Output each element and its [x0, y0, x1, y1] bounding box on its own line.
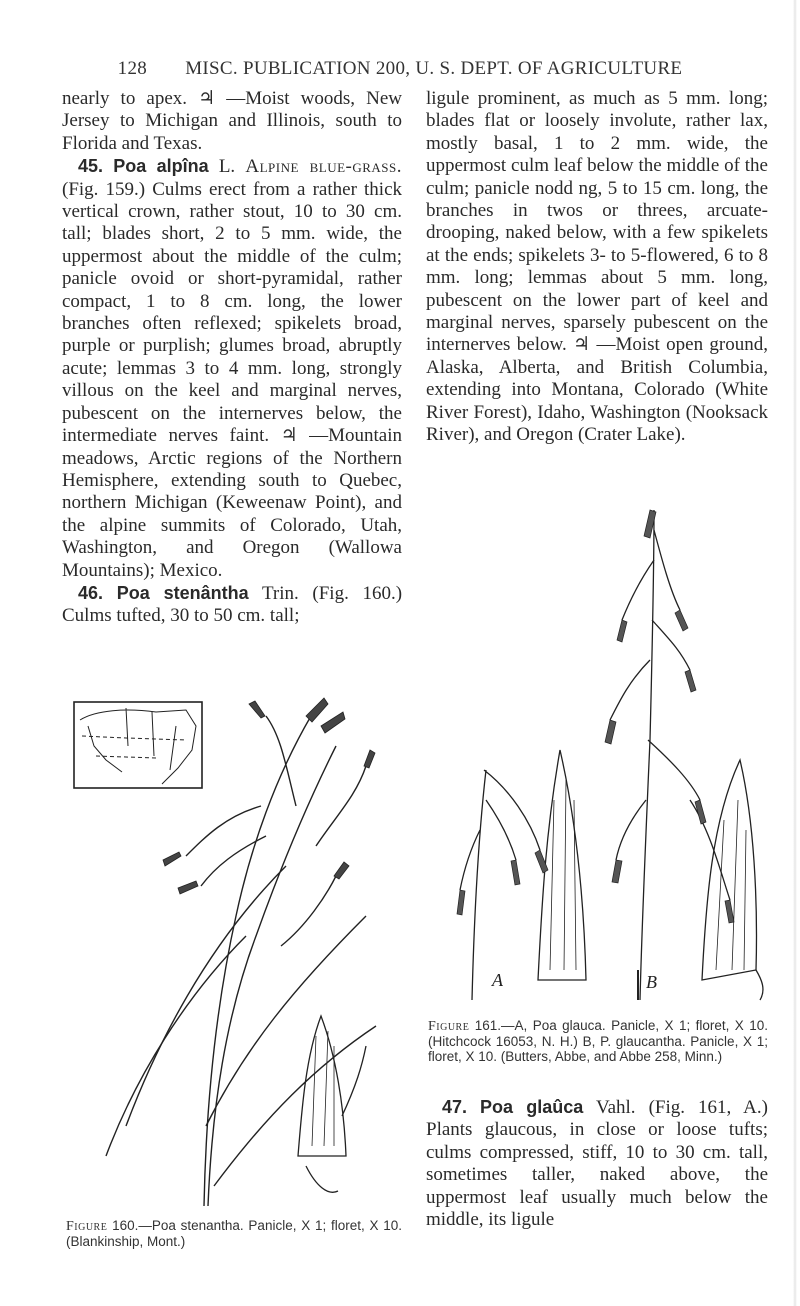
right-column: [426, 88, 768, 447]
figure-160-caption: [66, 1218, 402, 1249]
species-author: Vahl.: [595, 1097, 636, 1118]
figure-161-caption: [428, 1018, 768, 1064]
figure-161-illustration: [440, 500, 770, 1012]
floret-enlargement: [298, 1016, 366, 1192]
species-author: Trin.: [261, 582, 299, 604]
entry-number: 46.: [78, 582, 104, 603]
figure-letter-b: B: [646, 972, 657, 992]
page-header: [0, 58, 800, 80]
entry-poa-glauca: [426, 1096, 768, 1231]
species-author: L.: [218, 156, 236, 178]
species-name: Poa alpîna: [113, 156, 209, 177]
species-name: Poa stenântha: [116, 582, 249, 603]
figure-label: Figure: [66, 1219, 108, 1234]
page-edge-shadow: [793, 0, 797, 1306]
spikelets: [163, 698, 375, 894]
entry-number: 47.: [442, 1097, 468, 1117]
entry-text: (Fig. 161, A.) Plants glaucous, in close or loose tufts; culms compressed, stiff, 10 to 30 cm. tall, sometimes taller, naked above, the uppermost leaf usually much below the middle, its ligule: [426, 1097, 768, 1231]
caption-text: 161.—A, Poa glauca. Panicle, X 1; floret, X 10. (Hitchcock 16053, N. H.) B, P. glaucantha. Panicle, X 1; floret, X 10. (Butters, Abbe, and Abbe 258, Minn.): [428, 1018, 768, 1064]
figure-label: Figure: [428, 1019, 470, 1034]
entry-poa-stenantha: [62, 582, 402, 628]
entry-poa-alpina: [62, 155, 402, 582]
entry-number: 45.: [78, 156, 104, 177]
species-name: Poa glaûca: [480, 1097, 584, 1117]
figure-letter-a: A: [492, 970, 503, 990]
spikelets: [457, 510, 734, 923]
common-name: Alpine blue-grass.: [245, 156, 403, 178]
paragraph-continued: nearly to apex. ♃ —Moist woods, New Jersey to Michigan and Illinois, south to Florida and Texas.: [62, 88, 402, 154]
entry-text: (Fig. 160.) Culms tufted, 30 to 50 cm. tall;: [62, 582, 403, 627]
figure-160-illustration: [66, 686, 406, 1216]
running-title: MISC. PUBLICATION 200, U. S. DEPT. OF AGRICULTURE: [185, 58, 683, 79]
paragraph-continued: ligule prominent, as much as 5 mm. long; blades flat or loosely involute, rather lax, mostly basal, 1 to 2 mm. wide, the uppermost culm leaf below the middle of the culm; panicle nodd ng, 5 to 15 cm. long, the branches in twos or threes, arcuate-drooping, naked below, with a few spikelets at the ends; spikelets 3- to 5-flowered, 6 to 8 mm. long; lemmas about 5 mm. long, pubescent on the lower part of keel and marginal nerves, sparsely pubescent on the internerves below. ♃ —Moist open ground, Alaska, Alberta, and British Columbia, extending into Montana, Colorado (White River Forest), Idaho, Washington (Nooksack River), and Oregon (Crater Lake).: [426, 88, 768, 446]
page-number: 128: [117, 58, 148, 79]
entry-text: (Fig. 159.) Culms erect from a rather thick vertical crown, rather stout, 10 to 30 cm. tall; blades short, 2 to 5 mm. wide, the uppermost about the middle of the culm; panicle ovoid or short-pyramidal, rather compact, 1 to 8 cm. long, the lower branches often reflexed; spikelets broad, purple or purplish; glumes broad, abruptly acute; lemmas 3 to 4 mm. long, strongly villous on the keel and marginal nerves, pubescent on the internerves below, the intermediate nerves faint. ♃ —Mountain meadows, Arctic regions of the Northern Hemisphere, extending south to Quebec, northern Michigan (Keweenaw Point), and the alpine summits of Colorado, Utah, Washington, and Oregon (Wallowa Mountains); Mexico.: [62, 178, 402, 581]
caption-text: 160.—Poa stenantha. Panicle, X 1; floret, X 10. (Blankinship, Mont.): [66, 1218, 402, 1249]
range-map: [74, 702, 202, 788]
left-column: [62, 88, 402, 628]
